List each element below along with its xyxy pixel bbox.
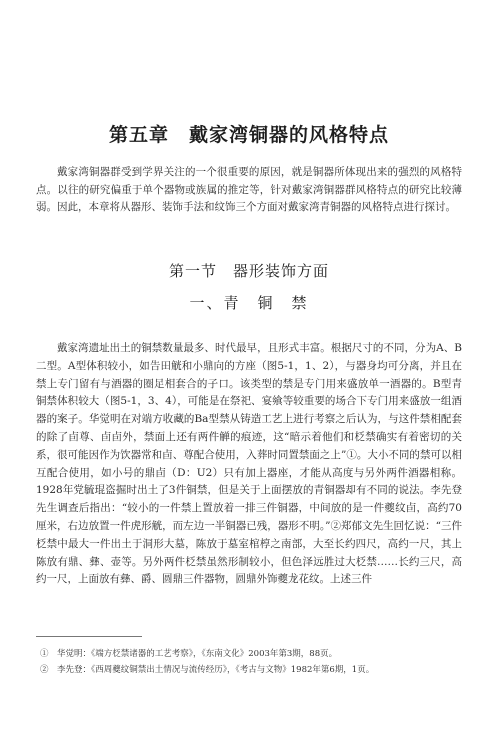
footnote-1: ① 华觉明：《端方柉禁诸器的工艺考察》，《东南文化》2003年第3期，88页。	[40, 649, 338, 659]
footnote-divider	[36, 636, 142, 637]
footnote-2: ② 李先登：《西周夔纹铜禁出土情况与流传经历》，《考古与文物》1982年第6期，1页。	[40, 665, 375, 675]
chapter-title: 第五章 戴家湾铜器的风格特点	[108, 124, 389, 146]
intro-paragraph: 戴家湾铜器群受到学界关注的一个很重要的原因，就是铜器所体现出来的强烈的风格特点。以往的研究偏重于单个器物或族属的推定等，针对戴家湾铜器群风格特点的研究比较薄弱。因此，本章将从器形、装饰手法和纹饰三个方面对戴家湾青铜器的风格特点进行探讨。	[36, 166, 462, 213]
body-paragraph: 戴家湾遗址出土的铜禁数量最多、时代最早，且形式丰富。根据尺寸的不同，分为A、B二型。A型体积较小，如告田觥和小鼎向的方座（图5-1，1、2），与器身均可分离，并且在禁上专门留有与酒器的圈足相套合的子口。该类型的禁是专门用来盛放单一酒器的。B型青铜禁体积较大（图5-1，3、4），可能是在祭祀、宴飨等较重要的场合下专门用来盛放一组酒器的案子。华觉明在对端方收藏的Ba型禁从铸造工艺上进行考察之后认为，与这件禁相配套的除了卣尊、卣卣外，禁面上还有两件觯的痕迹，这“暗示着他们和柉禁确实有着密切的关系，很可能因作为饮器常和卣、尊配合使用，入葬时同置禁面之上”①。大小不同的禁可以相互配合使用，如小号的鼎卣（D：U2）只有加上器座，才能从高度与另外两件酒器相称。1928年党毓琨盗掘时出土了3件铜禁，但是关于上面摆放的青铜器却有不同的说法。李先登先生调查后指出：“较小的一件禁上置放着一排三件铜器，中间放的是一件夔纹卣，高约70厘米，右边放置一件虎形觥，而左边一半铜器已残，器形不明。”②郑郁文先生回忆说：“三件柉禁中最大一件出土于洞形大墓，陈放于墓室棺椁之南部，大至长约四尺，高约一尺，其上陈放有鼎、彝、壶等。另外两件柉禁虽然形制较小，但色泽远胜过大柉禁……长约三尺，高约一尺，上面放有彝、爵、圆鼎三件器物，圆鼎外饰夔龙花纹。上述三件	[36, 342, 462, 586]
subsection-title: 一、青 铜 禁	[189, 294, 309, 312]
section-title: 第一节 器形装饰方面	[168, 262, 329, 280]
body-text	[36, 340, 462, 589]
footnotes	[40, 646, 462, 678]
